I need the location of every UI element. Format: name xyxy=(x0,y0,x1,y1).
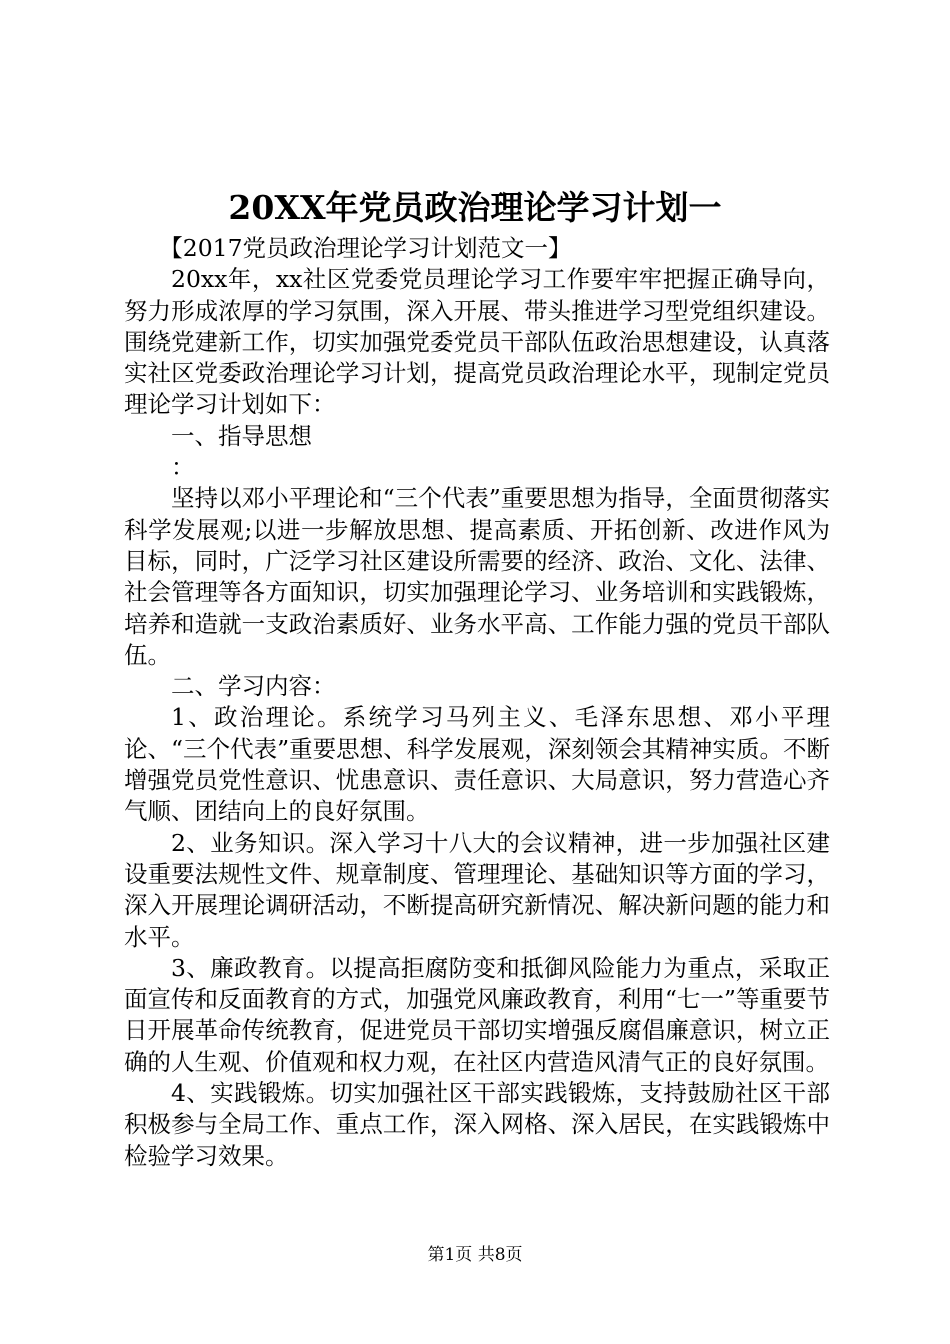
paragraph-guiding-thought: 坚持以邓小平理论和“三个代表”重要思想为指导，全面贯彻落实科学发展观;以进一步解放思想、提高素质、开拓创新、改进作风为目标，同时，广泛学习社区建设所需要的经济、政治、文化、法律、社会管理等各方面知识，切实加强理论学习、业务培训和实践锻炼，培养和造就一支政治素质好、业务水平高、工作能力强的党员干部队伍。 xyxy=(124,484,830,669)
section-heading-study-content: 二、学习内容： xyxy=(171,672,336,701)
paragraph-item-4: 4、实践锻炼。切实加强社区干部实践锻炼，支持鼓励社区干部积极参与全局工作、重点工作，深入网格、深入居民，在实践锻炼中检验学习效果。 xyxy=(124,1079,830,1170)
paragraph-heading-note: 【2017党员政治理论学习计划范文一】 xyxy=(159,234,572,262)
paragraph-item-2: 2、业务知识。深入学习十八大的会议精神，进一步加强社区建设重要法规性文件、规章制度、管理理论、基础知识等方面的学习，深入开展理论调研活动，不断提高研究新情况、解决新问题的能力和水平。 xyxy=(124,828,830,951)
document-body xyxy=(124,233,830,1172)
paragraph-colon: ： xyxy=(171,453,195,482)
page-footer: 第1页 共8页 xyxy=(427,1245,523,1265)
document-title: 20XX年党员政治理论学习计划一 xyxy=(228,188,722,227)
paragraph-item-3: 3、廉政教育。以提高拒腐防变和抵御风险能力为重点，采取正面宣传和反面教育的方式，加强党风廉政教育，利用“七一”等重要节日开展革命传统教育，促进党员干部切实增强反腐倡廉意识，树立正确的人生观、价值观和权力观，在社区内营造风清气正的良好氛围。 xyxy=(124,953,830,1076)
section-heading-guiding-thought: 一、指导思想 xyxy=(171,421,312,450)
paragraph-intro: 20xx年，xx社区党委党员理论学习工作要牢牢把握正确导向，努力形成浓厚的学习氛围，深入开展、带头推进学习型党组织建设。围绕党建新工作，切实加强党委党员干部队伍政治思想建设，认真落实社区党委政治理论学习计划，提高党员政治理论水平，现制定党员理论学习计划如下： xyxy=(124,265,830,419)
paragraph-item-1: 1、政治理论。系统学习马列主义、毛泽东思想、邓小平理论、“三个代表”重要思想、科学发展观，深刻领会其精神实质。不断增强党员党性意识、忧患意识、责任意识、大局意识，努力营造心齐气顺、团结向上的良好氛围。 xyxy=(124,703,830,826)
